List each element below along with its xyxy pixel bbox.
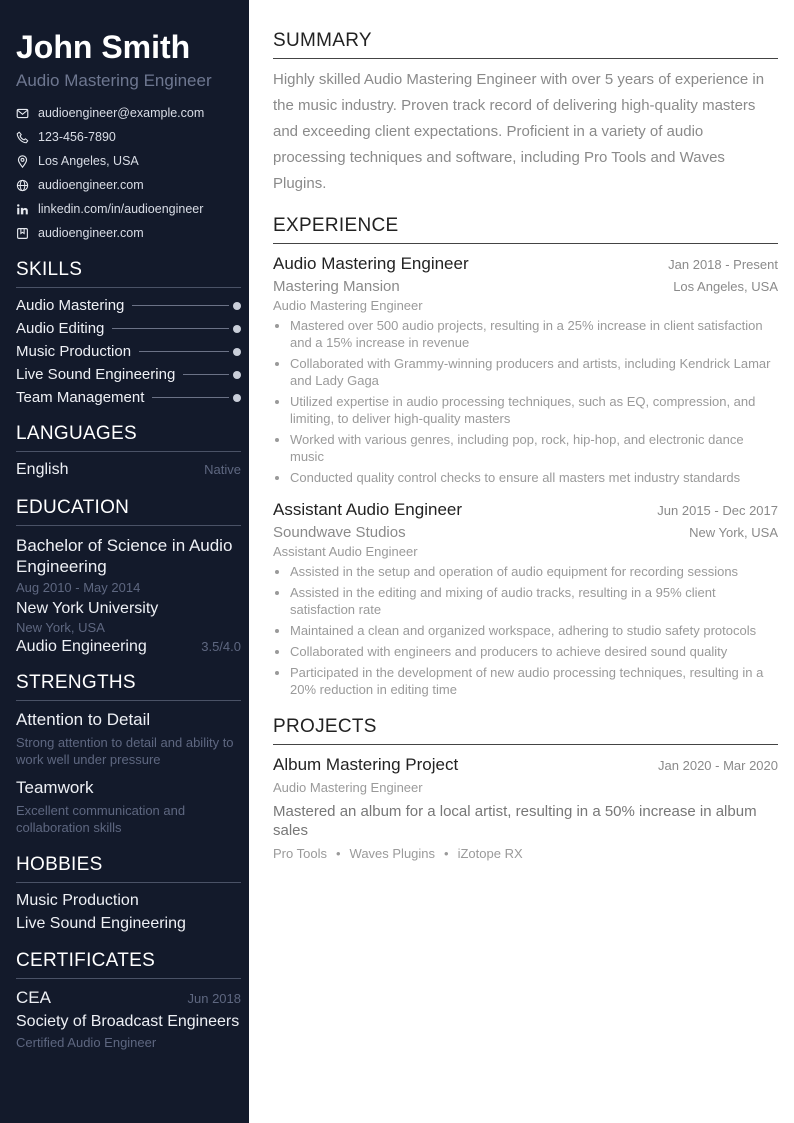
- contact-linkedin[interactable]: [16, 197, 241, 221]
- location-icon: [16, 155, 29, 168]
- certificate-entry: [16, 988, 241, 1050]
- hobby-item: Music Production: [16, 892, 139, 910]
- project-header: [273, 755, 778, 775]
- contact-location-text: Los Angeles, USA: [38, 154, 139, 169]
- certificate-desc: Certified Audio Engineer: [16, 1035, 157, 1051]
- project-dates: Jan 2020 - Mar 2020: [658, 758, 778, 773]
- main-content: [249, 0, 794, 1123]
- hobbies-list: [16, 892, 241, 938]
- job-header: [273, 254, 778, 274]
- skill-item: [16, 294, 241, 317]
- job-bullet: • Mastered over 500 audio projects, resulting in a 25% increase in client satisfaction and a 15% increase in revenue: [290, 317, 778, 351]
- education-gpa: 3.5/4.0: [201, 639, 241, 655]
- project-role: Audio Mastering Engineer: [273, 780, 423, 795]
- skill-label: Team Management: [16, 389, 145, 407]
- strength-item: [16, 778, 241, 836]
- contact-website[interactable]: [16, 173, 241, 197]
- mail-icon: [16, 107, 29, 120]
- job-role: Audio Mastering Engineer: [273, 298, 423, 313]
- job-entry: [273, 254, 778, 486]
- project-entry: [273, 755, 778, 861]
- summary-text: Highly skilled Audio Mastering Engineer with over 5 years of experience in the music industry. Proven track record of delivering high-quality masters and exceeding client expectations. Proficient in a variety of audio processing techniques and software, including Pro Tools and Waves Plugins.: [273, 71, 765, 192]
- job-bullet: • Worked with various genres, including pop, rock, hip-hop, and electronic dance music: [290, 431, 778, 465]
- project-title: Album Mastering Project: [273, 755, 459, 774]
- certificate-date: Jun 2018: [187, 991, 241, 1007]
- job-bullet: • Collaborated with Grammy-winning producers and artists, including Kendrick Lamar and Lady Gaga: [290, 355, 778, 389]
- education-field-row: [16, 638, 241, 656]
- contact-email-text: audioengineer@example.com: [38, 106, 205, 121]
- language-item: [16, 461, 241, 479]
- hobbies-heading: HOBBIES: [16, 854, 241, 883]
- strength-item: [16, 710, 241, 768]
- skill-dot: [233, 348, 241, 356]
- contact-linkedin-text: linkedin.com/in/audioengineer: [38, 202, 204, 217]
- skill-label: Audio Mastering: [16, 297, 125, 315]
- contact-website-text: audioengineer.com: [38, 178, 144, 193]
- language-level: Native: [204, 462, 241, 478]
- bookmark-icon: [16, 227, 29, 240]
- education-field: Audio Engineering: [16, 638, 147, 656]
- job-company: Soundwave Studios: [273, 524, 406, 541]
- strength-desc: Excellent communication and collaboration skills: [16, 803, 186, 836]
- project-tag: Pro Tools: [273, 846, 327, 861]
- job-title: Audio Mastering Engineer: [273, 254, 469, 273]
- skills-heading: SKILLS: [16, 259, 241, 288]
- skill-label: Live Sound Engineering: [16, 366, 176, 384]
- contact-phone-text: 123-456-7890: [38, 130, 116, 145]
- education-degree: Bachelor of Science in Audio Engineering: [16, 536, 233, 577]
- skill-item: [16, 363, 241, 386]
- tag-separator: •: [335, 846, 341, 861]
- job-company: Mastering Mansion: [273, 278, 400, 295]
- job-dates: Jan 2018 - Present: [668, 257, 778, 272]
- job-title: Assistant Audio Engineer: [273, 500, 463, 519]
- education-dates: Aug 2010 - May 2014: [16, 580, 141, 596]
- job-role: Assistant Audio Engineer: [273, 544, 418, 559]
- contact-portfolio-text: audioengineer.com: [38, 226, 144, 241]
- skill-line: [183, 374, 229, 375]
- language-name: English: [16, 461, 69, 479]
- experience-heading: EXPERIENCE: [273, 215, 778, 244]
- summary-heading: SUMMARY: [273, 30, 778, 59]
- skill-line: [139, 351, 229, 352]
- certificate-name: CEA: [16, 988, 51, 1008]
- skills-list: [16, 294, 241, 409]
- languages-heading: LANGUAGES: [16, 423, 241, 452]
- contact-email[interactable]: [16, 101, 241, 125]
- project-tag: Waves Plugins: [349, 846, 436, 861]
- education-location: New York, USA: [16, 620, 105, 636]
- sidebar: [0, 0, 249, 1123]
- job-company-row: [273, 524, 778, 541]
- project-desc: Mastered an album for a local artist, resulting in a 50% increase in album sales: [273, 803, 757, 839]
- skill-label: Audio Editing: [16, 320, 105, 338]
- tag-separator: •: [444, 846, 449, 861]
- skill-item: [16, 386, 241, 409]
- project-tags: [273, 846, 778, 861]
- education-school: New York University: [16, 600, 159, 618]
- project-tag: iZotope RX: [457, 846, 523, 861]
- job-location: Los Angeles, USA: [673, 279, 778, 294]
- candidate-title: Audio Mastering Engineer: [16, 71, 212, 91]
- job-entry: [273, 500, 778, 698]
- certificate-row: [16, 988, 241, 1008]
- job-bullets: [273, 317, 778, 486]
- skill-dot: [233, 302, 241, 310]
- skill-line: [152, 397, 229, 398]
- phone-icon: [16, 131, 29, 144]
- contact-phone[interactable]: [16, 125, 241, 149]
- education-heading: EDUCATION: [16, 497, 241, 526]
- hobby-item: Live Sound Engineering: [16, 915, 186, 933]
- skill-line: [112, 328, 229, 329]
- job-bullet: • Assisted in the setup and operation of audio equipment for recording sessions: [290, 563, 778, 580]
- skill-dot: [233, 394, 241, 402]
- certificates-heading: CERTIFICATES: [16, 950, 241, 979]
- certificate-issuer: Society of Broadcast Engineers: [16, 1013, 240, 1031]
- skill-dot: [233, 325, 241, 333]
- job-bullet: • Collaborated with engineers and producers to achieve desired sound quality: [290, 643, 778, 660]
- strength-desc: Strong attention to detail and ability to work well under pressure: [16, 735, 234, 768]
- candidate-name: John Smith: [16, 29, 191, 65]
- linkedin-icon: [16, 203, 29, 216]
- job-bullet: • Conducted quality control checks to ensure all masters met industry standards: [290, 469, 778, 486]
- skill-item: [16, 317, 241, 340]
- job-header: [273, 500, 778, 520]
- contact-location: [16, 149, 241, 173]
- skill-label: Music Production: [16, 343, 132, 361]
- job-bullet: • Participated in the development of new audio processing techniques, resulting in a 20% reduction in editing time: [290, 664, 778, 698]
- education-entry: [16, 535, 241, 656]
- projects-heading: PROJECTS: [273, 716, 778, 745]
- job-location: New York, USA: [689, 525, 778, 540]
- job-bullet: • Maintained a clean and organized workspace, adhering to studio safety protocols: [290, 622, 778, 639]
- strength-title: Attention to Detail: [16, 710, 151, 730]
- job-bullet: • Assisted in the editing and mixing of audio tracks, resulting in a 95% client satisfaction rate: [290, 584, 778, 618]
- skill-item: [16, 340, 241, 363]
- contact-portfolio[interactable]: [16, 221, 241, 245]
- job-bullets: [273, 563, 778, 698]
- job-dates: Jun 2015 - Dec 2017: [657, 503, 778, 518]
- skill-dot: [233, 371, 241, 379]
- job-bullet: • Utilized expertise in audio processing techniques, such as EQ, compression, and limiting, to deliver high-quality masters: [290, 393, 778, 427]
- skill-line: [132, 305, 229, 306]
- globe-icon: [16, 179, 29, 192]
- job-company-row: [273, 278, 778, 295]
- strengths-heading: STRENGTHS: [16, 672, 241, 701]
- strength-title: Teamwork: [16, 778, 94, 798]
